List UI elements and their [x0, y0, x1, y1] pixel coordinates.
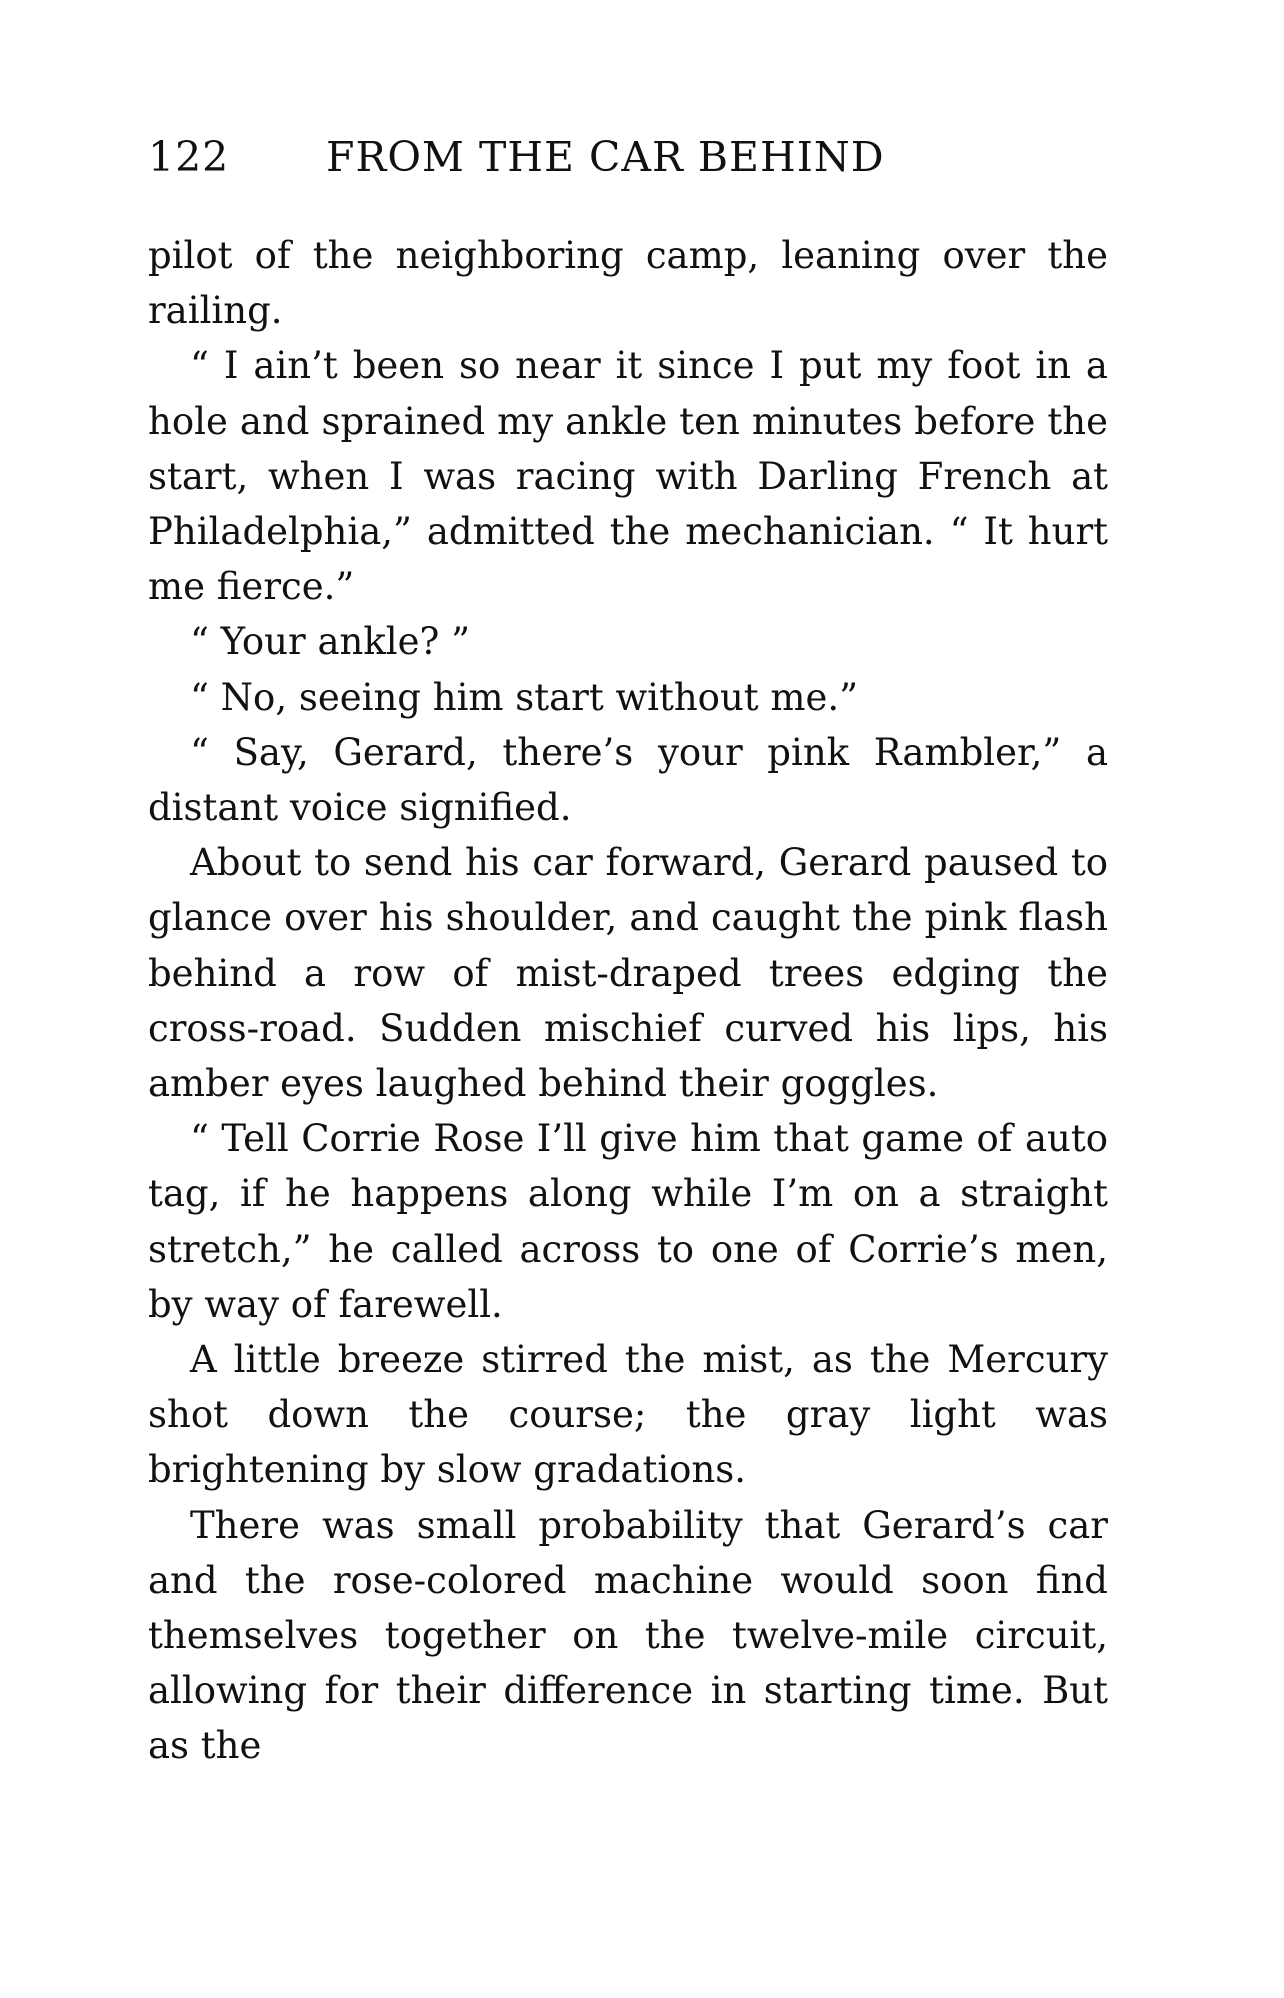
paragraph: There was small probability that Gerard’s car and the rose-colored machine would soon find themselves together on the twelve-mile circuit, allowing for their difference in starting time. But as the: [148, 1503, 1108, 1768]
page-number: 122: [148, 133, 230, 181]
page-header: [148, 133, 1108, 193]
paragraph: “ No, seeing him start without me.”: [190, 675, 859, 719]
body-text: [148, 228, 1108, 1774]
paragraph: A little breeze stirred the mist, as the Mercury shot down the course; the gray light was brightening by slow gradations.: [148, 1338, 1108, 1492]
paragraph: pilot of the neighboring camp, leaning over the railing.: [148, 234, 1108, 333]
paragraph: About to send his car forward, Gerard paused to glance over his shoulder, and caught the pink flash behind a row of mist-draped trees edging the cross-road. Sudden mischief curved his lips, his amber eyes laughed behind their goggles.: [148, 841, 1108, 1106]
paragraph: “ I ain’t been so near it since I put my foot in a hole and sprained my ankle ten minutes before the start, when I was racing with Darling French at Philadelphia,” admitted the mechanician. “ It hurt me fierce.”: [148, 344, 1108, 609]
running-title: FROM THE CAR BEHIND: [326, 133, 885, 181]
paragraph: “ Your ankle? ”: [190, 620, 470, 664]
paragraph: “ Tell Corrie Rose I’ll give him that game of auto tag, if he happens along while I’m on a straight stretch,” he called across to one of Corrie’s men, by way of farewell.: [148, 1117, 1108, 1326]
paragraph: “ Say, Gerard, there’s your pink Rambler,” a distant voice signified.: [148, 730, 1108, 830]
